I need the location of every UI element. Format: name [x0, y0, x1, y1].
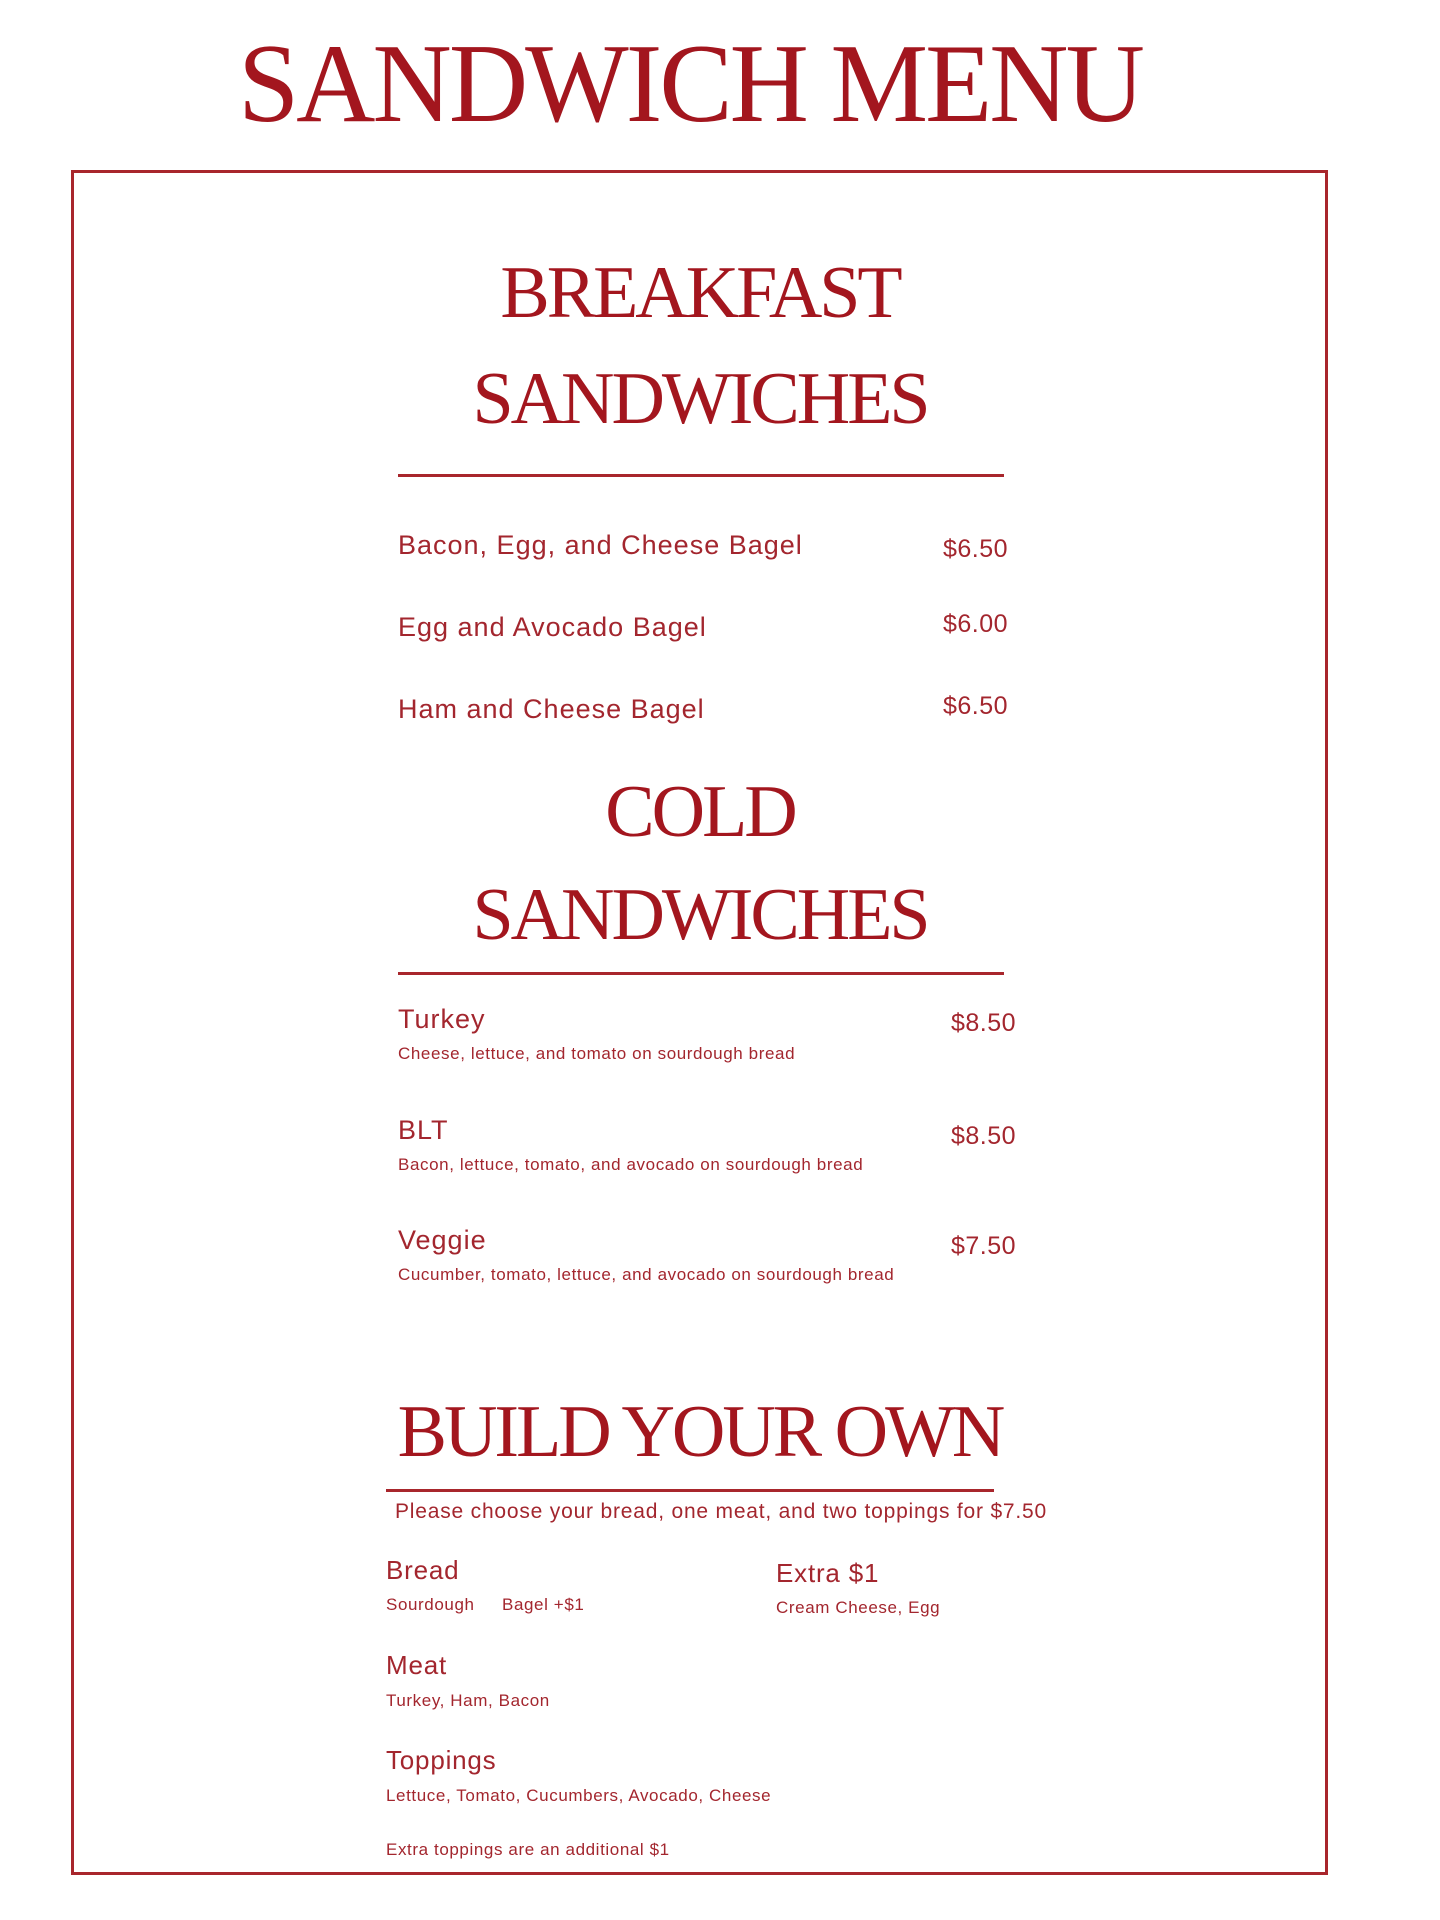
breakfast-item-name: Ham and Cheese Bagel — [398, 694, 705, 724]
cold-item-price: $7.50 — [950, 1232, 1016, 1260]
cold-item-description: Bacon, lettuce, tomato, and avocado on sourdough bread — [398, 1155, 864, 1174]
breakfast-item-price: $6.50 — [942, 535, 1008, 563]
byo-extra-toppings-note: Extra toppings are an additional $1 — [386, 1840, 670, 1859]
byo-divider — [386, 1489, 994, 1492]
cold-item-description: Cheese, lettuce, and tomato on sourdough bread — [398, 1044, 796, 1063]
breakfast-item-price: $6.50 — [942, 692, 1008, 720]
cold-heading-line2: SANDWICHES — [472, 874, 928, 956]
menu-title: SANDWICH MENU — [238, 22, 1142, 146]
cold-item-price: $8.50 — [950, 1122, 1016, 1150]
cold-heading-line1: COLD — [605, 771, 795, 853]
byo-bread-option-bagel: Bagel +$1 — [502, 1595, 585, 1614]
cold-divider — [398, 972, 1004, 975]
breakfast-divider — [398, 474, 1004, 477]
breakfast-item-name: Bacon, Egg, and Cheese Bagel — [398, 530, 803, 560]
cold-item-name: Turkey — [398, 1004, 486, 1034]
breakfast-heading-line1: BREAKFAST — [500, 252, 900, 334]
byo-meat-label: Meat — [386, 1650, 448, 1680]
breakfast-heading-line2: SANDWICHES — [472, 358, 928, 440]
byo-toppings-values: Lettuce, Tomato, Cucumbers, Avocado, Cheese — [386, 1786, 772, 1805]
byo-extra-label: Extra $1 — [776, 1558, 880, 1588]
byo-bread-option-sourdough: Sourdough — [386, 1595, 475, 1614]
cold-item-name: Veggie — [398, 1225, 487, 1255]
byo-meat-values: Turkey, Ham, Bacon — [386, 1691, 550, 1710]
breakfast-item-name: Egg and Avocado Bagel — [398, 612, 707, 642]
byo-subtitle: Please choose your bread, one meat, and two toppings for $7.50 — [395, 1500, 1047, 1523]
byo-heading: BUILD YOUR OWN — [397, 1391, 1003, 1473]
breakfast-item-price: $6.00 — [942, 610, 1008, 638]
byo-bread-label: Bread — [386, 1555, 460, 1585]
byo-extra-values: Cream Cheese, Egg — [776, 1598, 941, 1617]
cold-item-price: $8.50 — [950, 1009, 1016, 1037]
byo-toppings-label: Toppings — [386, 1745, 497, 1775]
cold-item-description: Cucumber, tomato, lettuce, and avocado on sourdough bread — [398, 1265, 895, 1284]
cold-item-name: BLT — [398, 1115, 449, 1145]
